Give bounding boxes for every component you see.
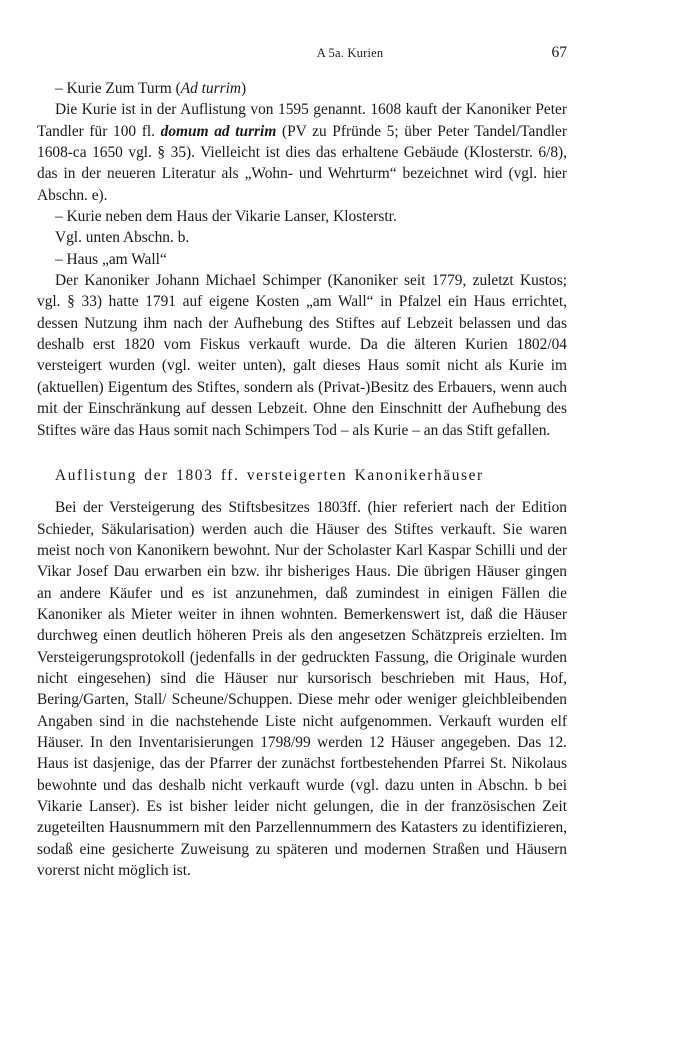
entry-title-kurie-zum-turm: – Kurie Zum Turm (Ad turrim) — [55, 80, 247, 97]
section-paragraph: Bei der Versteigerung des Stiftsbesitzes 1803ff. (hier referiert nach der Edition Schieder, Säkularisation) werden auch die Häuser des Stiftes verkauft. Sie waren meist noch von Kanonikern bewohnt. Nur der Scholaster Karl Kaspar Schilli und der Vikar Josef Dau erwarben ein bzw. ihr bisheriges Haus. Die übrigen Häuser gingen an andere Käufer und es ist anzunehmen, daß zumindest in einigen Fällen die Kanoniker als Mieter weiter in ihnen wohnten. Bemerkenswert ist, daß die Häuser durchweg einen deutlich höheren Preis als den angesetzen Schätzpreis erzielten. Im Versteigerungsprotokoll (jedenfalls in der gedruckten Fassung, die Originale wurden nicht eingesehen) sind die Häuser nur kursorisch beschrieben mit Haus, Hof, Bering/Garten, Stall/ Scheune/Schuppen. Diese mehr oder weniger gleichbleibenden Angaben sind in die nachstehende Liste nicht aufgenommen. Verkauft wurden elf Häuser. In den Inventarisierungen 1798/99 werden 12 Häuser angegeben. Das 12. Haus ist dasjenige, das der Pfarrer der zunächst fortbestehenden Pfarrei St. Nikolaus bewohnte und das deshalb nicht verkauft wurde (vgl. dazu unten in Abschn. b bei Vikarie Lanser). Es ist bisher leider nicht gelungen, die in der französischen Zeit zugeteilten Hausnummern mit den Parzellennummern des Katasters zu identifizieren, sodaß eine gesicherte Zuweisung zu späteren und modernen Straßen und Häusern vorerst nicht möglich ist. — [37, 499, 567, 880]
running-head: A 5a. Kurien — [316, 46, 384, 60]
entry-text-kurie-lanser: Vgl. unten Abschn. b. — [55, 229, 190, 247]
body-text — [37, 78, 567, 881]
entry-title-kurie-lanser: – Kurie neben dem Haus der Vikarie Lanser, Klosterstr. — [55, 208, 397, 226]
entry-text-haus-am-wall: Der Kanoniker Johann Michael Schimper (Kanoniker seit 1779, zuletzt Kustos; vgl. § 33) hatte 1791 auf eigene Kosten „am Wall“ in Pfalzel ein Haus errichtet, dessen Nutzung ihm nach der Aufhebung des Stiftes auf Lebzeit belassen und das deshalb erst 1820 vom Fiskus verkauft wurde. Da die älteren Kurien 1802/04 versteigert wurden (vgl. weiter unten), galt dieses Haus somit nicht als Kurie im (aktuellen) Eigentum des Stiftes, sondern als (Privat-)Besitz des Erbauers, wenn auch mit der Einschränkung auf dessen Lebzeit. Ohne den Einschnitt der Aufhebung des Stiftes wäre das Haus somit nach Schimpers Tod – als Kurie – an das Stift gefallen. — [37, 272, 567, 439]
section-heading: Auflistung der 1803 ff. versteigerten Kanonikerhäuser — [55, 466, 484, 484]
entry-title-haus-am-wall: – Haus „am Wall“ — [55, 250, 167, 268]
page-number: 67 — [551, 44, 567, 61]
entry-text-kurie-zum-turm: Die Kurie ist in der Auflistung von 1595 genannt. 1608 kauft der Kanoniker Peter Tandler für 100 fl. domum ad turrim (PV zu Pfründe 5; über Peter Tandel/Tandler 1608-ca 1650 vgl. § 35). Vielleicht ist dies das erhaltene Gebäude (Klosterstr. 6/8), das in der neueren Literatur als „Wohn- und Wehrturm“ bezeichnet wird (vgl. hier Abschn. e). — [37, 101, 567, 204]
